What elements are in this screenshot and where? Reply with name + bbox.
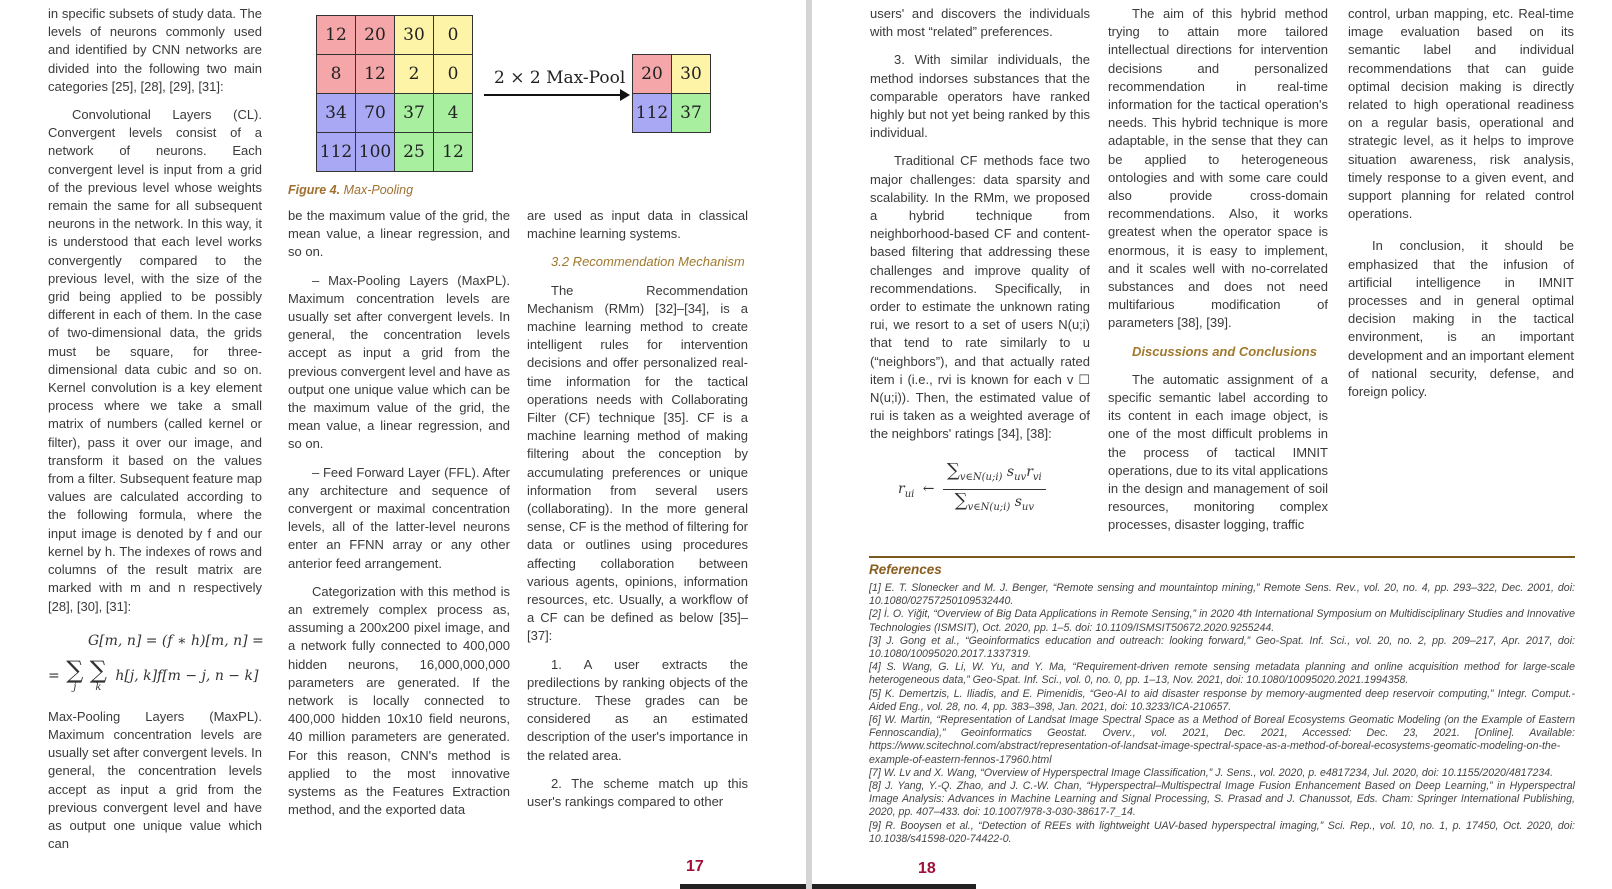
section-heading-discussions: Discussions and Conclusions <box>1132 343 1317 359</box>
right-column-3 <box>1348 5 1574 411</box>
paragraph-convolutional-layers: Convolutional Layers (CL). Convergent levels consist of a network of neurons. Each convergent level is input from a grid of the previous level whose weights remain the same for all subsequent neurons in the network. In this way, it is understood that each level works convergently compared to the previous level, with the size of the grid being applied to be possibly different in each of them. In the case of two-dimensional data, the grids must be square, for three-dimensional data cubic and so on. Kernel convolution is a key element process where we take a small matrix of numbers (called kernel or filter), pass it over our image, and transform it based on the values from a filter. Subsequent feature map values are calculated according to the following formula, where the input image is denoted by f and our kernel by h. The indexes of rows and columns of the result matrix are marked with m and n respectively [28], [30], [31]: <box>48 107 262 614</box>
paragraph-categorization: Categorization with this method is an extremely complex process as, assuming a 200x200 pixel image, and a network fully connected to 400,000 hidden neurons, 16,000,000,000 parameters are generated. If the network is locally connected to 400,000 hidden 10x10 field neurons, 40 million parameters are generated. For this reason, CNN's method is applied to the most innovative systems as the Features Extraction method, and the exported data <box>288 583 510 818</box>
reference-item: [9] R. Booysen et al., “Detection of REEs with lightweight UAV-based hyperspectral imaging,” Sci. Rep., vol. 10, no. 1, p. 17450, Oct. 2020, doi: 10.1038/s41598-020-74422-0. <box>869 819 1575 845</box>
grid-cell: 25 <box>395 133 434 172</box>
page-number: 18 <box>918 860 936 877</box>
left-column-2 <box>288 207 510 830</box>
reference-item: [4] S. Wang, G. Li, W. Yu, and Y. Ma, “Requirement-driven remote sensing metadata planning and online acquisition method for large-scale heterogeneous data,” Geo-Spat. Inf. Sci., vol. 0, no. 0, pp. 1–13, Nov. 2021, doi: 10.1080/10095020.2021.1994358. <box>869 661 1575 687</box>
reference-item: [2] İ. O. Yiğit, “Overview of Big Data Applications in Remote Sensing,” in 2020 4th International Symposium on Multidisciplinary Studies and Innovative Technologies (ISMSIT), Oct. 2020, pp. 1–5. doi: 10.1109/ISMSIT50672.2020.9255244. <box>869 608 1575 634</box>
equation-convolution <box>48 630 262 694</box>
grid-row <box>633 94 711 133</box>
reference-item: [8] J. Yang, Y.-Q. Zhao, and J. C.-W. Chan, “Hyperspectral–Multispectral Image Fusion Enhancement Based on Deep Learning,” in Hyperspectral Image Analysis: Advances in Machine Learning and Signal Processing, S. Prasad and J. Chanussot, Eds. Cham: Springer International Publishing, 2020, pp. 407–433. doi: 10.1007/978-3-030-38617-7_14. <box>869 780 1575 819</box>
references-list <box>869 582 1575 846</box>
section-heading-recommendation-mechanism: 3.2 Recommendation Mechanism <box>551 254 745 270</box>
paragraph-conclusion: In conclusion, it should be emphasized that the infusion of artificial intelligence in IMNIT processes and in general optimal decision making in the tactical environment, is an important development and an important element of national security, defense, and foreign policy. <box>1348 238 1574 400</box>
grid-cell: 70 <box>356 94 395 133</box>
grid-row <box>317 55 473 94</box>
figure-title: Max-Pooling <box>343 183 414 197</box>
eq-numerator: $\sum_{v\in N(u;i)}$ $s_{uv}r_{vi}$ <box>943 462 1046 490</box>
paragraph-automatic-assignment: The automatic assignment of a specific semantic label according to its content in each image object, is one of the most difficult problems in the process of tactical IMNIT operations, due to its vital applications in the design and management of soil resources, monitoring complex processes, disaster logging, traffic <box>1108 371 1328 533</box>
paragraph-rmm: The Recommendation Mechanism (RMm) [32]–[34], is a machine learning method to create intelligent rules for intervention decisions and offer personalized real-time information for the tactical operations needs with Collaborating Filter (CF) technique [35]. CF is a machine learning method of making filtering about the conception by accumulating preferences or unique information from several users (collaborating). In the more general sense, CF is the method of filtering for data or outlines using procedures affecting collaboration between various agents, opinions, information resources, etc. Usually, a workflow of a CF can be defined as below [35]–[37]: <box>527 282 748 644</box>
grid-cell: 30 <box>672 55 711 94</box>
eq-equals: = <box>48 667 60 684</box>
grid-cell: 112 <box>317 133 356 172</box>
references-heading: References <box>869 562 942 577</box>
grid-cell: 4 <box>434 94 473 133</box>
grid-cell: 20 <box>356 16 395 55</box>
paragraph: in specific subsets of study data. The levels of neurons commonly used and identified by CNN networks are divided into the following two main categories [25], [28], [29], [31]: <box>48 6 262 94</box>
references-divider <box>869 556 1575 558</box>
equation-rating-estimate <box>870 459 1090 517</box>
list-item-step-1: 1. A user extracts the predilections by ranking objects of the structure. These grades can be considered as an estimated description of the user's importance in the related area. <box>527 656 748 763</box>
reference-item: [5] K. Demertzis, L. Iliadis, and E. Pimenidis, “Geo-AI to aid disaster response by memory-augmented deep reservoir computing,” Integr. Comput.-Aided Eng., vol. 28, no. 4, pp. 383–398, Jan. 2021, doi: 10.3233/ICA-210657. <box>869 687 1575 713</box>
grid-cell: 34 <box>317 94 356 133</box>
list-item-step-2: 2. The scheme match up this user's rankings compared to other <box>527 775 748 810</box>
grid-row <box>317 133 473 172</box>
grid-cell: 12 <box>356 55 395 94</box>
grid-row <box>317 94 473 133</box>
paragraph: are used as input data in classical machine learning systems. <box>527 208 748 242</box>
grid-cell: 0 <box>434 55 473 94</box>
reference-item: [6] W. Martin, “Representation of Landsat Image Spectral Space as a Method of Boreal Ecosystems Geomatic Modeling (on the Example of Eastern Fennoscandia),” Geoinformatics Geostat. Overv., vol. 2021, Dec. 2021, Accessed: Dec. 23, 2021. [Online]. Available: https://www.scitechnol.com/abstract/representation-of-landsat-image-spectral-space-as-a-method-of-boreal-ecosystems-geomatic-modeling-on-the-example-of-eastern-fennos-17960.html <box>869 714 1575 766</box>
page-bottom-bar <box>812 884 976 889</box>
arrow-head-icon <box>620 89 630 101</box>
sum-k: ∑ k <box>89 655 107 693</box>
reference-item: [3] J. Gong et al., “Geoinformatics education and outreach: looking forward,” Geo-Spat. Inf. Sci., vol. 20, no. 2, pp. 209–217, Apr. 2017, doi: 10.1080/10095020.2017.1337319. <box>869 634 1575 661</box>
paragraph: be the maximum value of the grid, the mean value, a linear regression, and so on. <box>288 208 510 260</box>
paragraph-maxpl: Max-Pooling Layers (MaxPL). Maximum concentration levels are usually set after convergent levels. In general, the concentration levels accept as input a grid from the previous convergent level and have as output one unique value which can <box>48 708 262 852</box>
paragraph: users' and discovers the individuals with most “related” preferences. <box>870 6 1090 40</box>
grid-cell: 12 <box>434 133 473 172</box>
eq-denominator: $\sum_{v\in N(u;i)}$ $s_{uv}$ <box>954 489 1034 513</box>
grid-cell: 37 <box>672 94 711 133</box>
paragraph-feed-forward: – Feed Forward Layer (FFL). After any architecture and sequence of convergent or maximal concentration levels, all of the latter-level neurons enter an FFNN array or any other anterior feed arrangement. <box>288 464 510 571</box>
reference-item: [1] E. T. Slonecker and M. J. Benger, “Remote sensing and mountaintop mining,” Remote Sens. Rev., vol. 20, no. 4, pp. 293–322, Dec. 2001, doi: 10.1080/02757250109532440. <box>869 582 1575 608</box>
page-number: 17 <box>686 858 704 875</box>
grid-cell: 8 <box>317 55 356 94</box>
arrow-icon <box>484 94 624 96</box>
paragraph-max-pooling: – Max-Pooling Layers (MaxPL). Maximum concentration levels are usually set after convergent levels. In general, the concentration levels accept as input a grid from the previous convergent level and have as output one unique value which can be the maximum value of the grid, the mean value, a linear regression, and so on. <box>288 272 510 452</box>
grid-cell: 37 <box>395 94 434 133</box>
figure-label: Figure 4. <box>288 183 341 197</box>
left-column-3 <box>527 207 748 821</box>
grid-row <box>633 55 711 94</box>
grid-cell: 0 <box>434 16 473 55</box>
reference-item: [7] W. Lv and X. Wang, “Overview of Hyperspectral Image Classification,” J. Sens., vol. 2020, p. e4817234, Jul. 2020, doi: 10.1155/2020/4817234. <box>869 766 1554 779</box>
left-column-1 <box>48 5 262 863</box>
eq-fraction <box>943 459 1046 517</box>
grid-cell: 100 <box>356 133 395 172</box>
right-column-2 <box>1108 5 1328 545</box>
grid-cell: 2 <box>395 55 434 94</box>
sum-j: ∑ j <box>66 655 84 693</box>
eq-lhs: $r_{ui}$ <box>898 481 915 500</box>
paragraph-traditional-cf: Traditional CF methods face two major challenges: data sparsity and scalability. In the RMm, we proposed a hybrid technique from neighborhood-based CF and content-based filtering that addressing these challenges and improve quality of recommendations. Specifically, in order to estimate the unknown rating rui, we resort to a set of users N(u;i) that tend to rate similarly to u (“neighbors”), and that actually rated item i (i.e., rvi is known for each v ☐ N(u;i)). Then, the estimated value of rui is taken as a weighted average of the neighbors' ratings [34], [38]: <box>870 153 1090 442</box>
equation-convolution-line2 <box>48 655 262 694</box>
equation-convolution-line1: G[m, n] = (f ∗ h)[m, n] = <box>88 632 264 649</box>
figure-caption <box>288 183 413 197</box>
eq-body: h[j, k]f[m − j, n − k] <box>115 667 259 684</box>
page-bottom-bar <box>680 884 806 889</box>
paragraph-hybrid-method: The aim of this hybrid method trying to attain more tailored intellectual directions for intervention decisions and personalized recommendation in real-time information for the tactical operation's needs. This hybrid technique is more adaptable, in the sense that they can be applied to heterogeneous ontologies and with some care could also provide cross-domain recommendations. Also, it works greatest when the operator space is enormous, it is easy to implement, and it scales well with no-correlated substances and does not need multifarious modification of parameters [38], [39]. <box>1108 6 1328 331</box>
right-column-1 <box>870 5 1090 531</box>
paragraph: control, urban mapping, etc. Real-time image evaluation based on its semantic label and individual recommendations that can guide optimal decision making is directly related to high operational readiness on a regular basis, operational and strategic level, as it helps to improve situation awareness, risk analysis, timely response to a given event, and support planning for related control operations. <box>1348 6 1574 222</box>
max-pool-output-grid <box>632 54 711 133</box>
max-pool-input-grid <box>316 15 473 172</box>
list-item-step-3: 3. With similar individuals, the method indorses substances that the comparable operators have ranked highly but not yet being ranked by this individual. <box>870 52 1090 141</box>
grid-cell: 12 <box>317 16 356 55</box>
max-pool-operation-label: 2 × 2 Max-Pool <box>494 68 626 88</box>
eq-arrow: ← <box>922 481 935 498</box>
grid-cell: 112 <box>633 94 672 133</box>
grid-row <box>317 16 473 55</box>
grid-cell: 20 <box>633 55 672 94</box>
grid-cell: 30 <box>395 16 434 55</box>
